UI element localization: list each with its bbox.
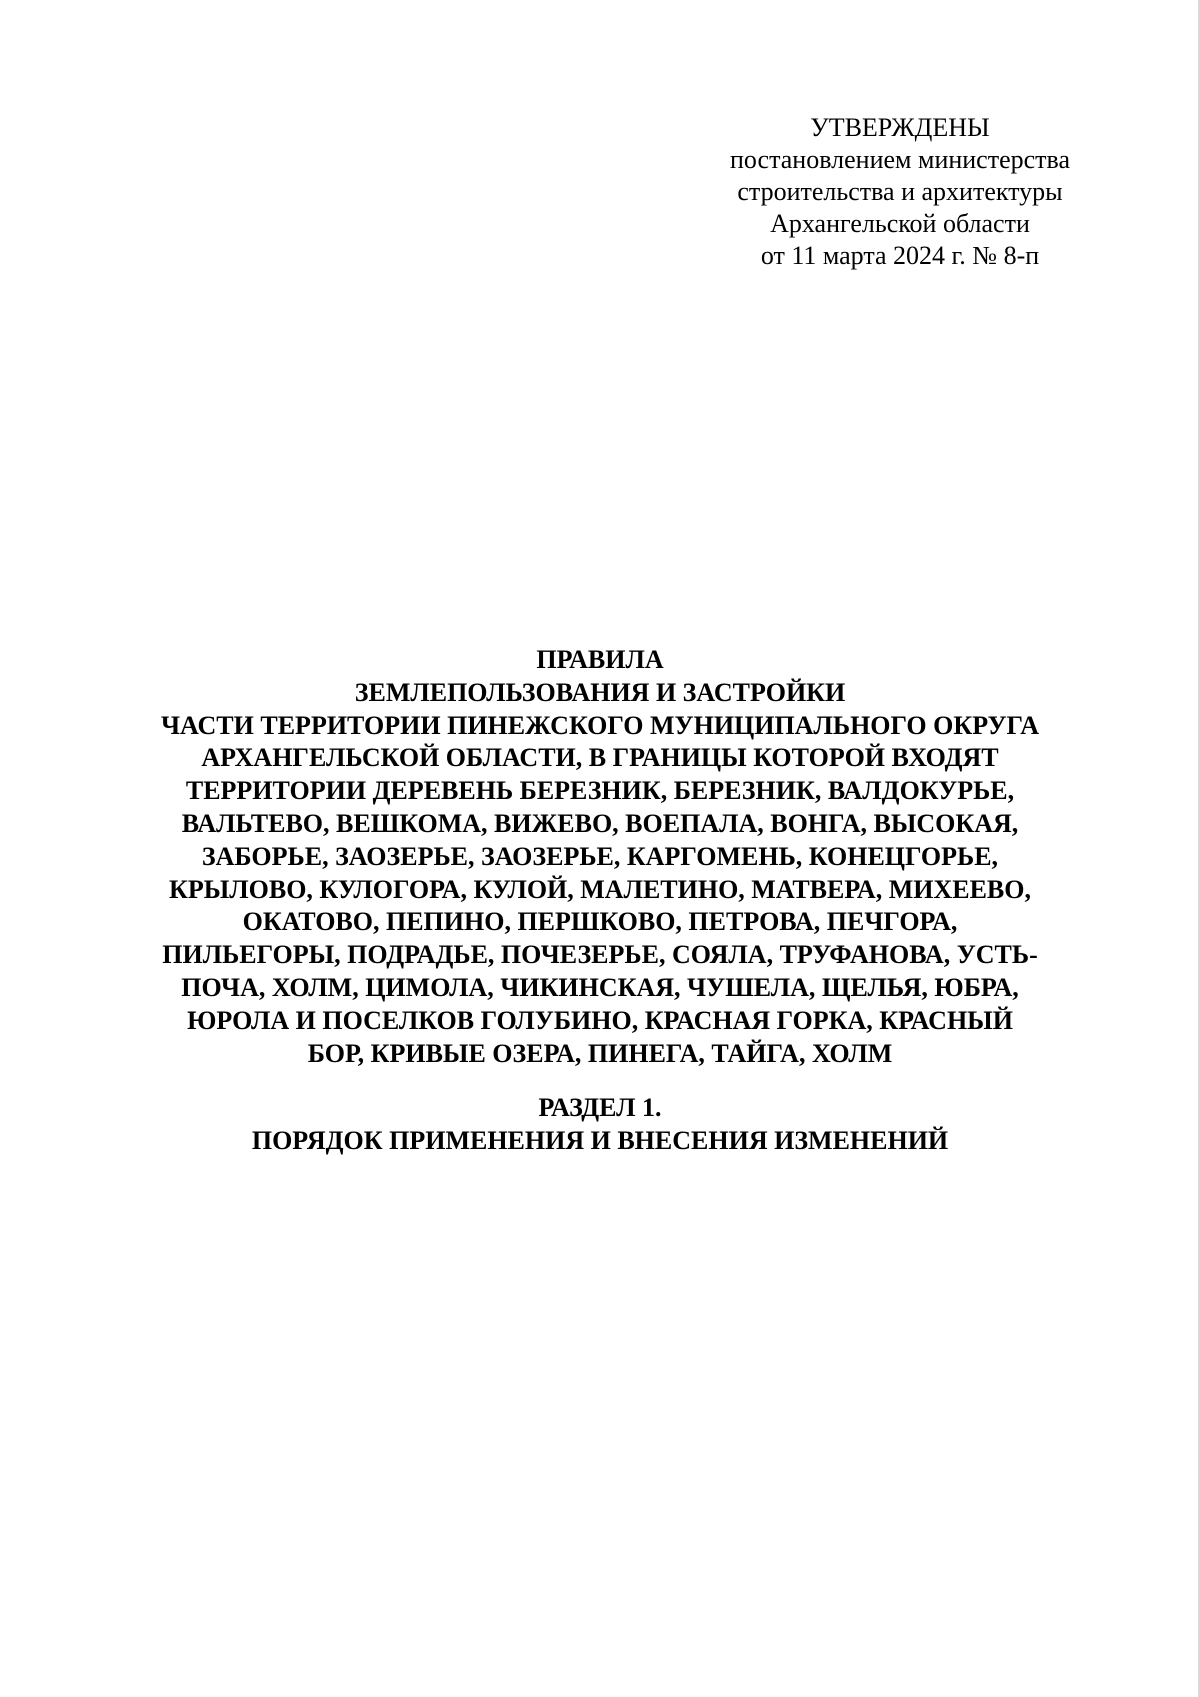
title-line: КРЫЛОВО, КУЛОГОРА, КУЛОЙ, МАЛЕТИНО, МАТВЕРА, МИХЕЕВО,: [169, 874, 1031, 904]
approval-heading: УТВЕРЖДЕНЫ: [810, 113, 990, 142]
title-line: БОР, КРИВЫЕ ОЗЕРА, ПИНЕГА, ТАЙГА, ХОЛМ: [307, 1038, 893, 1068]
approval-line: строительства и архитектуры: [737, 177, 1063, 206]
title-line: ПОЧА, ХОЛМ, ЦИМОЛА, ЧИКИНСКАЯ, ЧУШЕЛА, ЩЕЛЬЯ, ЮБРА,: [181, 972, 1019, 1002]
approval-stamp: [680, 112, 1120, 272]
section-heading: [100, 1092, 1100, 1158]
title-line: ТЕРРИТОРИИ ДЕРЕВЕНЬ БЕРЕЗНИК, БЕРЕЗНИК, ВАЛДОКУРЬЕ,: [185, 776, 1015, 806]
title-line: ЮРОЛА И ПОСЕЛКОВ ГОЛУБИНО, КРАСНАЯ ГОРКА, КРАСНЫЙ: [187, 1005, 1013, 1035]
approval-line: постановлением министерства: [729, 145, 1071, 174]
title-line: ЧАСТИ ТЕРРИТОРИИ ПИНЕЖСКОГО МУНИЦИПАЛЬНОГО ОКРУГА: [160, 710, 1040, 740]
title-line: ПРАВИЛА: [536, 645, 664, 674]
title-line: ОКАТОВО, ПЕПИНО, ПЕРШКОВО, ПЕТРОВА, ПЕЧГОРА,: [242, 907, 958, 937]
section-title: ПОРЯДОК ПРИМЕНЕНИЯ И ВНЕСЕНИЯ ИЗМЕНЕНИЙ: [251, 1125, 949, 1155]
section-number: РАЗДЕЛ 1.: [538, 1093, 662, 1122]
title-line: ЗАБОРЬЕ, ЗАОЗЕРЬЕ, ЗАОЗЕРЬЕ, КАРГОМЕНЬ, КОНЕЦГОРЬЕ,: [201, 841, 999, 871]
document-title: [100, 644, 1100, 1070]
title-line: АРХАНГЕЛЬСКОЙ ОБЛАСТИ, В ГРАНИЦЫ КОТОРОЙ ВХОДЯТ: [201, 743, 999, 773]
title-line: ВАЛЬТЕВО, ВЕШКОМА, ВИЖЕВО, ВОЕПАЛА, ВОНГА, ВЫСОКАЯ,: [181, 808, 1019, 838]
title-line: ЗЕМЛЕПОЛЬЗОВАНИЯ И ЗАСТРОЙКИ: [354, 677, 846, 707]
approval-date: от 11 марта 2024 г. № 8-п: [760, 241, 1040, 270]
title-line: ПИЛЬЕГОРЫ, ПОДРАДЬЕ, ПОЧЕЗЕРЬЕ, СОЯЛА, ТРУФАНОВА, УСТЬ-: [162, 940, 1038, 970]
approval-line: Архангельской области: [770, 209, 1030, 238]
